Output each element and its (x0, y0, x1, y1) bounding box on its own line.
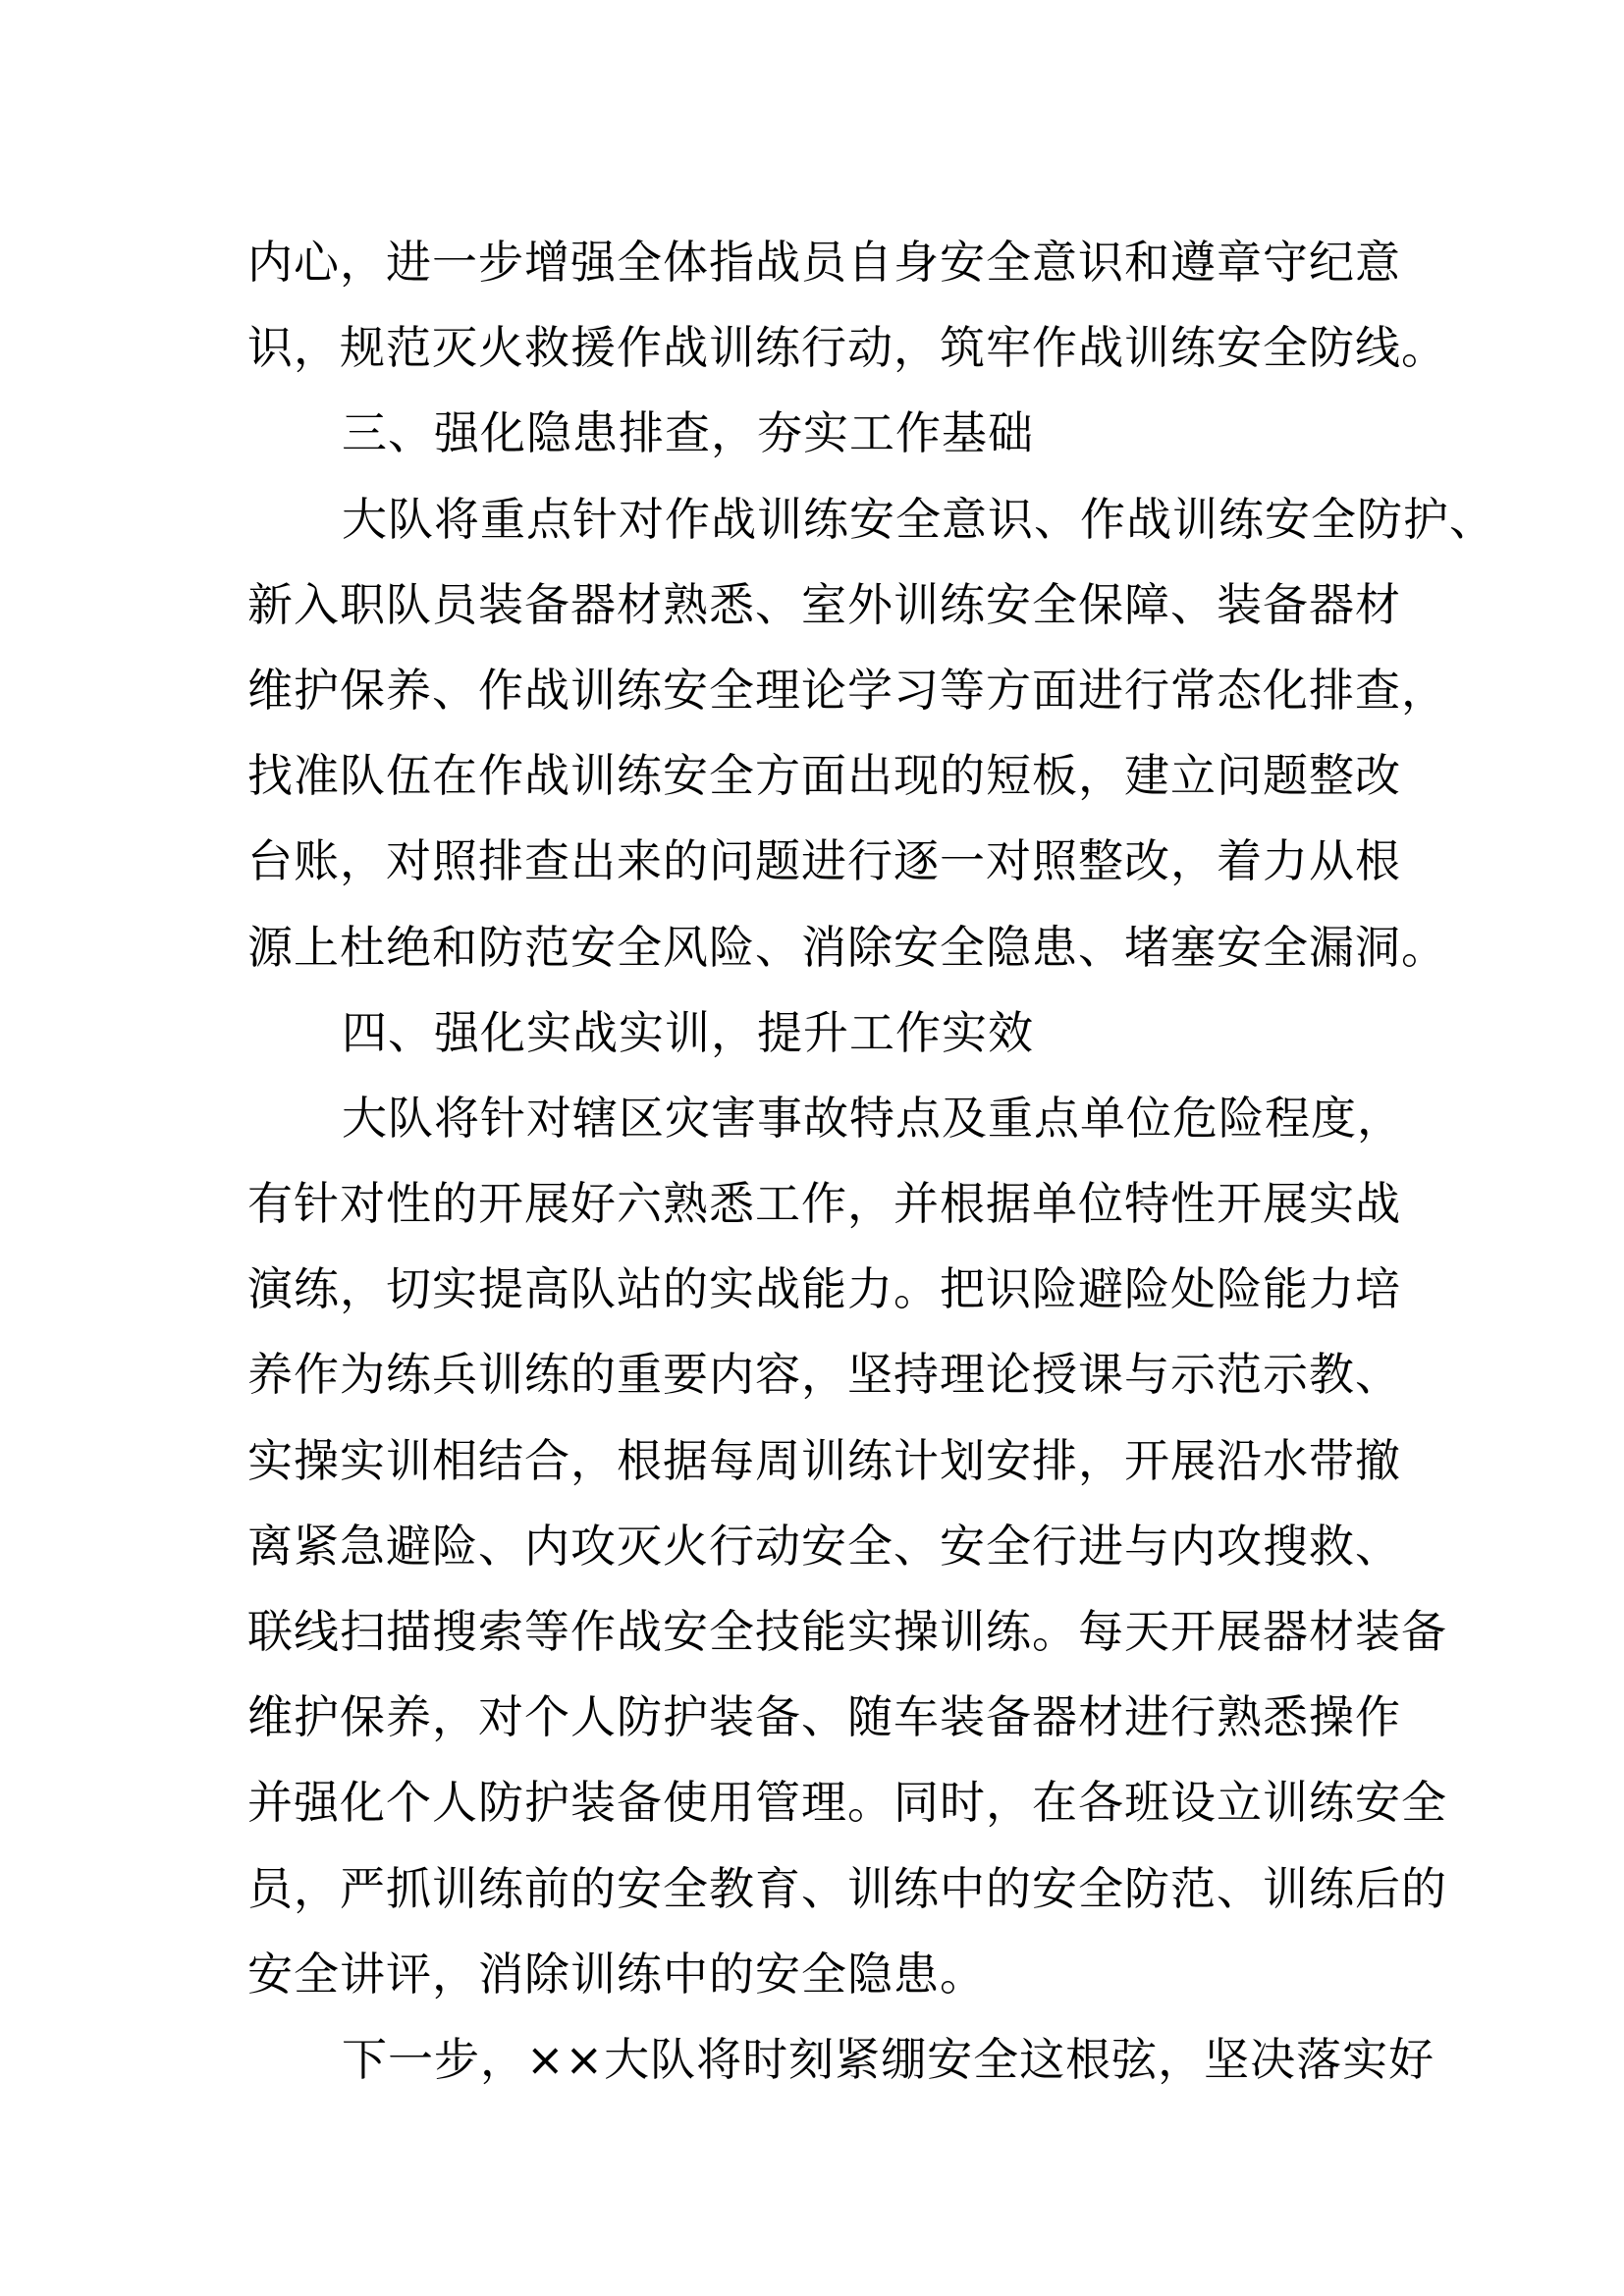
paragraph-first-line: 三、强化隐患排查，夯实工作基础 (342, 406, 1034, 460)
paragraph-first-line: 下一步，××大队将时刻紧绷安全这根弦，坚决落实好 (342, 2032, 1435, 2086)
text-line: 找准队伍在作战训练安全方面出现的短板，建立问题整改 (247, 749, 1401, 803)
text-line: 员，严抓训练前的安全教育、训练中的安全防范、训练后的 (247, 1861, 1447, 1915)
text-line: 识，规范灭火救援作战训练行动，筑牢作战训练安全防线。 (247, 321, 1447, 375)
text-line: 离紧急避险、内攻灭火行动安全、安全行进与内攻搜救、 (247, 1519, 1401, 1573)
text-line: 维护保养，对个人防护装备、随车装备器材进行熟悉操作 (247, 1690, 1401, 1744)
text-line: 演练，切实提高队站的实战能力。把识险避险处险能力培 (247, 1262, 1401, 1316)
paragraph-first-line: 大队将针对辖区灾害事故特点及重点单位危险程度， (342, 1091, 1403, 1145)
document-page (247, 220, 1495, 2103)
text-line: 联线扫描搜索等作战安全技能实操训练。每天开展器材装备 (247, 1605, 1447, 1658)
paragraph-first-line: 四、强化实战实训，提升工作实效 (342, 1005, 1034, 1059)
text-line: 新入职队员装备器材熟悉、室外训练安全保障、装备器材 (247, 577, 1401, 631)
text-line: 安全讲评，消除训练中的安全隐患。 (247, 1947, 986, 2001)
text-line: 维护保养、作战训练安全理论学习等方面进行常态化排查， (247, 663, 1447, 717)
text-line: 实操实训相结合，根据每周训练计划安排，开展沿水带撤 (247, 1433, 1401, 1487)
text-line: 有针对性的开展好六熟悉工作，并根据单位特性开展实战 (247, 1177, 1401, 1231)
text-line: 养作为练兵训练的重要内容，坚持理论授课与示范示教、 (247, 1348, 1401, 1402)
text-line: 台账，对照排查出来的问题进行逐一对照整改，着力从根 (247, 834, 1401, 888)
paragraph-first-line: 大队将重点针对作战训练安全意识、作战训练安全防护、 (342, 492, 1495, 546)
text-line: 源上杜绝和防范安全风险、消除安全隐患、堵塞安全漏洞。 (247, 920, 1447, 974)
text-line: 并强化个人防护装备使用管理。同时，在各班设立训练安全 (247, 1776, 1447, 1830)
text-line: 内心，进一步增强全体指战员自身安全意识和遵章守纪意 (247, 236, 1401, 289)
